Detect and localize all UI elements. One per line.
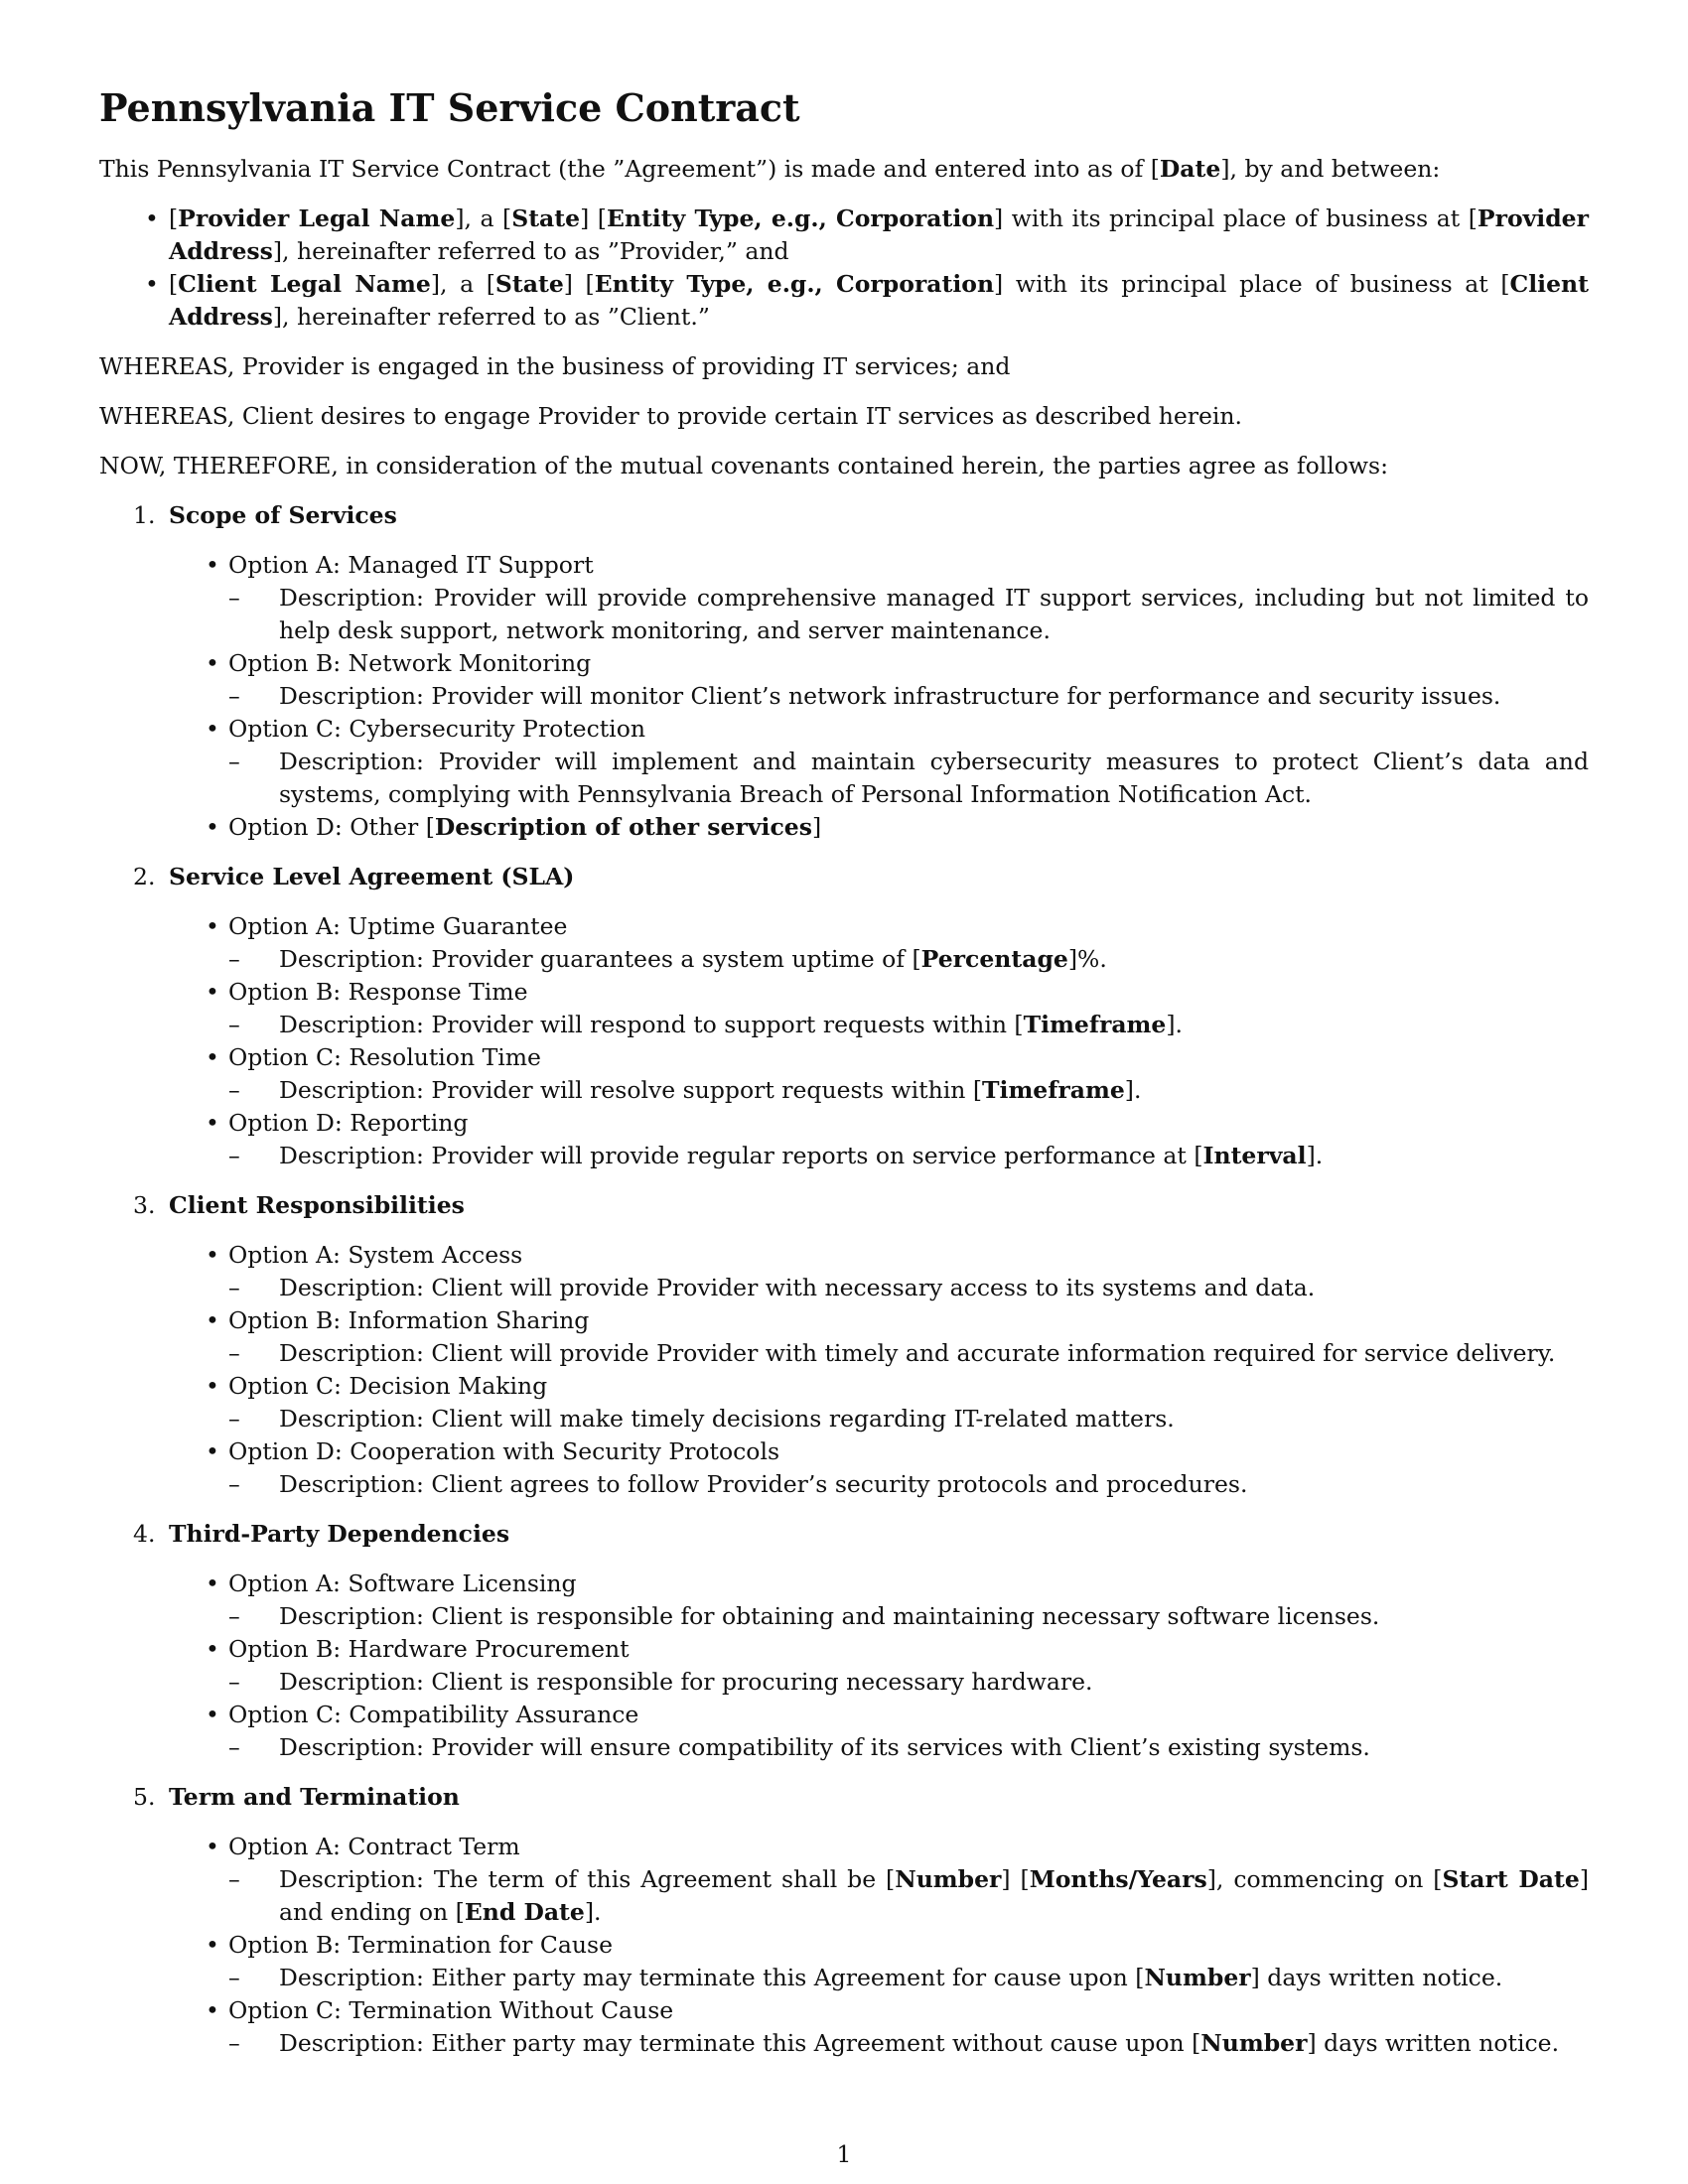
option-description	[228, 1337, 1589, 1370]
placeholder-field: Interval	[1202, 1142, 1307, 1169]
intro-text-end: ], by and between:	[1220, 155, 1441, 183]
option-label: Option A: System Access	[228, 1241, 523, 1269]
section-item	[99, 861, 1589, 1172]
text-fragment: ], commencing on [	[1206, 1865, 1443, 1893]
section-item	[99, 499, 1589, 844]
text-fragment: ] with its principal place of business at [	[994, 205, 1477, 232]
placeholder-field: Number	[1200, 2029, 1308, 2057]
option-item	[169, 1370, 1589, 1435]
text-fragment: ] days written notice.	[1307, 2029, 1560, 2057]
option-label: Option B: Response Time	[228, 978, 528, 1006]
provider-state-placeholder: State	[511, 205, 581, 232]
dash-marker: –	[228, 1602, 240, 1630]
page-number: 1	[836, 2140, 852, 2168]
placeholder-field: Description of other services	[434, 813, 812, 841]
intro-paragraph	[99, 153, 1589, 186]
dash-marker: –	[228, 1339, 240, 1367]
placeholder-field: Percentage	[920, 945, 1068, 973]
option-description	[228, 1962, 1589, 1994]
option-description	[228, 1272, 1589, 1304]
text-fragment: ] [	[1001, 1865, 1030, 1893]
text-fragment: ].	[584, 1898, 602, 1926]
option-label: Option B: Hardware Procurement	[228, 1635, 630, 1663]
text-fragment: ], a [	[430, 270, 495, 298]
text-fragment: Description: Provider will implement and maintain cybersecurity measures to protect Client’s data and systems, complying with Pennsylvania Breach of Personal Information Notification Act.	[279, 748, 1589, 808]
parties-list	[99, 203, 1589, 334]
text-fragment: Description: Client agrees to follow Provider’s security protocols and procedures.	[279, 1470, 1248, 1498]
dash-marker: –	[228, 1405, 240, 1433]
section-number: 2.	[133, 863, 156, 890]
option-item	[169, 1699, 1589, 1764]
dash-marker: –	[228, 682, 240, 710]
option-description	[228, 1009, 1589, 1041]
section-title: Third-Party Dependencies	[169, 1520, 510, 1548]
text-fragment: Description: Provider will monitor Client’s network infrastructure for performance and security issues.	[279, 682, 1501, 710]
section-title: Term and Termination	[169, 1783, 460, 1811]
placeholder-field: Number	[895, 1865, 1002, 1893]
option-description	[228, 1731, 1589, 1764]
options-list	[169, 549, 1589, 844]
client-entity-placeholder: Entity Type, e.g., Corporation	[594, 270, 995, 298]
client-address-placeholder: Client Address	[169, 270, 1589, 331]
option-label: Option D: Reporting	[228, 1109, 469, 1137]
text-fragment: Description: Client is responsible for obtaining and maintaining necessary software licenses.	[279, 1602, 1380, 1630]
option-description	[228, 1403, 1589, 1435]
option-label: Option B: Information Sharing	[228, 1306, 590, 1334]
option-item	[169, 549, 1589, 647]
option-label: Option B: Termination for Cause	[228, 1931, 613, 1959]
dash-marker: –	[228, 1668, 240, 1696]
option-description	[228, 746, 1589, 811]
text-fragment: Description: Either party may terminate this Agreement for cause upon [	[279, 1964, 1145, 1991]
option-item	[169, 976, 1589, 1041]
text-fragment: Description: Client will provide Provider with timely and accurate information required for service delivery.	[279, 1339, 1556, 1367]
option-item	[169, 1633, 1589, 1699]
section-number: 4.	[133, 1520, 156, 1548]
option-item	[169, 1304, 1589, 1370]
options-list	[169, 1568, 1589, 1764]
dash-marker: –	[228, 1964, 240, 1991]
party-client: • [Client Legal Name], a [State] [Entity Type, e.g., Corporation] with its principal place of business at [Client Address], hereinafter referred to as ”Client.”	[99, 268, 1589, 334]
option-item	[169, 713, 1589, 811]
text-fragment: Description: Provider will resolve support requests within [	[279, 1076, 983, 1104]
text-fragment: Description: Provider will provide comprehensive managed IT support services, including but not limited to help desk support, network monitoring, and server maintenance.	[279, 584, 1589, 644]
placeholder-field: Months/Years	[1029, 1865, 1207, 1893]
dash-marker: –	[228, 1733, 240, 1761]
option-item	[169, 1831, 1589, 1929]
option-description	[228, 1468, 1589, 1501]
option-item	[169, 647, 1589, 713]
placeholder-field: Timeframe	[1023, 1011, 1167, 1038]
options-list	[169, 1831, 1589, 2060]
intro-text: This Pennsylvania IT Service Contract (the ”Agreement”) is made and entered into as of [	[99, 155, 1160, 183]
dash-marker: –	[228, 945, 240, 973]
option-item	[169, 1568, 1589, 1633]
option-label: Option C: Termination Without Cause	[228, 1996, 674, 2024]
section-number: 3.	[133, 1191, 156, 1219]
option-item	[169, 1107, 1589, 1172]
text-fragment: ].	[1124, 1076, 1142, 1104]
text-fragment: Description: Provider will ensure compatibility of its services with Client’s existing systems.	[279, 1733, 1370, 1761]
option-item	[169, 910, 1589, 976]
dash-marker: –	[228, 1011, 240, 1038]
option-item	[169, 1435, 1589, 1501]
option-description	[228, 582, 1589, 647]
section-title: Service Level Agreement (SLA)	[169, 863, 575, 890]
dash-marker: –	[228, 1865, 240, 1893]
text-fragment: ], hereinafter referred to as ”Provider,” and	[272, 237, 789, 265]
text-fragment: ].	[1166, 1011, 1184, 1038]
text-fragment: ], a [	[455, 205, 512, 232]
option-label: Option C: Cybersecurity Protection	[228, 715, 645, 743]
client-state-placeholder: State	[494, 270, 564, 298]
text-fragment: ].	[1306, 1142, 1324, 1169]
text-fragment: ] days written notice.	[1250, 1964, 1503, 1991]
party-provider: • [Provider Legal Name], a [State] [Entity Type, e.g., Corporation] with its principal place of business at [Provider Address], hereinafter referred to as ”Provider,” and	[99, 203, 1589, 268]
option-label: Option A: Software Licensing	[228, 1570, 577, 1597]
option-item	[169, 811, 1589, 844]
text-fragment: Description: Client will make timely decisions regarding IT-related matters.	[279, 1405, 1175, 1433]
dash-marker: –	[228, 748, 240, 775]
text-fragment: Description: The term of this Agreement shall be [	[279, 1865, 896, 1893]
option-description	[228, 1863, 1589, 1929]
text-fragment: Description: Provider will provide regular reports on service performance at [	[279, 1142, 1203, 1169]
option-label: Option C: Compatibility Assurance	[228, 1701, 639, 1728]
section-number: 1.	[133, 501, 156, 529]
placeholder-field: Number	[1144, 1964, 1251, 1991]
placeholder-field: Start Date	[1442, 1865, 1580, 1893]
client-name-placeholder: Client Legal Name	[178, 270, 431, 298]
dash-marker: –	[228, 1076, 240, 1104]
option-description	[228, 1666, 1589, 1699]
option-label: Option B: Network Monitoring	[228, 649, 592, 677]
text-fragment: ]	[811, 813, 822, 841]
options-list	[169, 910, 1589, 1172]
text-fragment: ]%.	[1067, 945, 1107, 973]
text-fragment: Description: Client will provide Provider with necessary access to its systems and data.	[279, 1274, 1316, 1301]
section-item	[99, 1518, 1589, 1764]
whereas-client: WHEREAS, Client desires to engage Provider to provide certain IT services as described herein.	[99, 402, 1243, 430]
document-content	[99, 85, 1589, 2077]
placeholder-field: Timeframe	[982, 1076, 1125, 1104]
section-title: Client Responsibilities	[169, 1191, 465, 1219]
option-label: Option A: Uptime Guarantee	[228, 912, 568, 940]
text-fragment: Description: Provider guarantees a system uptime of [	[279, 945, 921, 973]
option-label: Option C: Resolution Time	[228, 1043, 541, 1071]
provider-name-placeholder: Provider Legal Name	[178, 205, 456, 232]
option-description	[228, 2027, 1589, 2060]
text-fragment: ] and ending on [	[279, 1865, 1589, 1926]
option-description	[228, 1140, 1589, 1172]
section-number: 5.	[133, 1783, 156, 1811]
option-label: Option A: Contract Term	[228, 1833, 520, 1860]
dash-marker: –	[228, 584, 240, 612]
option-label: Option D: Cooperation with Security Protocols	[228, 1437, 780, 1465]
option-item	[169, 1239, 1589, 1304]
option-description	[228, 1074, 1589, 1107]
option-label: Option C: Decision Making	[228, 1372, 548, 1400]
dash-marker: –	[228, 1470, 240, 1498]
sections-list	[99, 499, 1589, 2060]
dash-marker: –	[228, 1274, 240, 1301]
option-item	[169, 1041, 1589, 1107]
option-description	[228, 680, 1589, 713]
dash-marker: –	[228, 2029, 240, 2057]
option-item	[169, 1994, 1589, 2060]
option-label: Option A: Managed IT Support	[228, 551, 594, 579]
option-description	[228, 943, 1589, 976]
text-fragment: Description: Either party may terminate this Agreement without cause upon [	[279, 2029, 1201, 2057]
now-therefore: NOW, THEREFORE, in consideration of the mutual covenants contained herein, the parties agree as follows:	[99, 452, 1389, 479]
option-description	[228, 1600, 1589, 1633]
date-placeholder: Date	[1159, 155, 1221, 183]
options-list	[169, 1239, 1589, 1501]
text-fragment: Description: Client is responsible for procuring necessary hardware.	[279, 1668, 1093, 1696]
provider-entity-placeholder: Entity Type, e.g., Corporation	[606, 205, 995, 232]
option-item	[169, 1929, 1589, 1994]
text-fragment: ], hereinafter referred to as ”Client.”	[272, 303, 710, 331]
whereas-provider: WHEREAS, Provider is engaged in the business of providing IT services; and	[99, 352, 1011, 380]
dash-marker: –	[228, 1142, 240, 1169]
option-label: Option D: Other [	[228, 813, 435, 841]
placeholder-field: End Date	[464, 1898, 585, 1926]
text-fragment: ] with its principal place of business at [	[994, 270, 1510, 298]
section-item	[99, 1189, 1589, 1501]
document-title: Pennsylvania IT Service Contract	[99, 85, 800, 130]
section-title: Scope of Services	[169, 501, 397, 529]
text-fragment: Description: Provider will respond to support requests within [	[279, 1011, 1024, 1038]
section-item	[99, 1781, 1589, 2060]
provider-address-placeholder: Provider Address	[169, 205, 1589, 265]
